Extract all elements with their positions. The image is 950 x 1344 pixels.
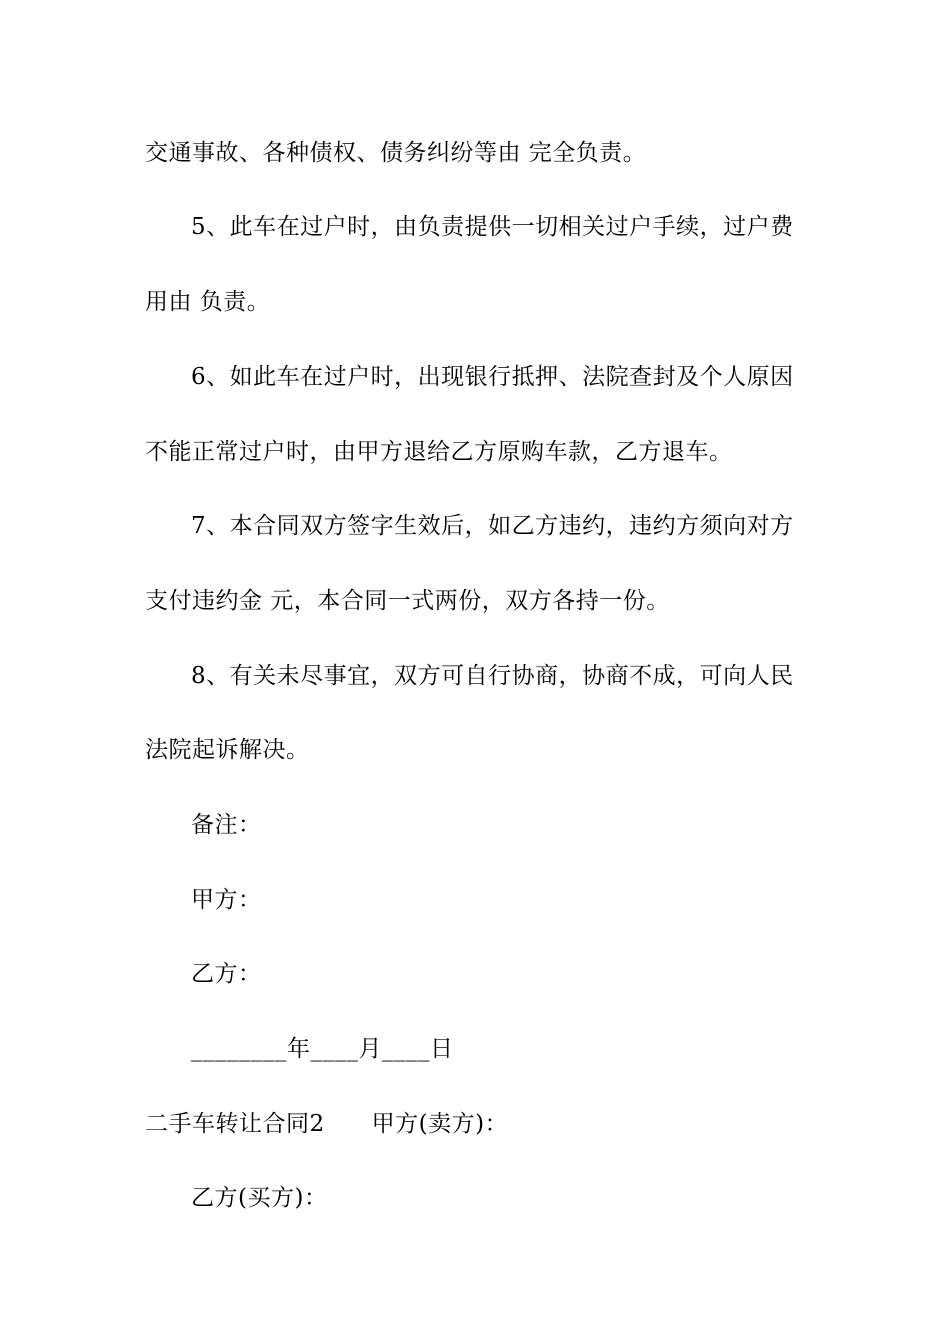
clause-7-line-2: 支付违约金 元，本合同一式两份，双方各持一份。 — [145, 588, 670, 614]
text-line-1: 交通事故、各种债权、债务纠纷等由 完全负责。 — [145, 140, 647, 166]
clause-5-line-2: 用由 负责。 — [145, 289, 271, 315]
clause-5-line-1: 5、此车在过户时，由负责提供一切相关过户手续，过户费 — [191, 214, 794, 240]
date-line: ________年____月____日 — [191, 1036, 454, 1062]
party-b-label: 乙方： — [191, 961, 262, 987]
clause-6-line-2: 不能正常过户时，由甲方退给乙方原购车款，乙方退车。 — [145, 439, 733, 465]
remarks-label: 备注： — [191, 812, 262, 838]
clause-8-line-2: 法院起诉解决。 — [145, 737, 310, 763]
party-a-label: 甲方： — [191, 887, 262, 913]
contract-2-title: 二手车转让合同2 甲方(卖方)： — [145, 1111, 509, 1137]
buyer-label: 乙方(买方)： — [191, 1185, 328, 1211]
clause-6-line-1: 6、如此车在过户时，出现银行抵押、法院查封及个人原因 — [191, 364, 794, 390]
clause-8-line-1: 8、有关未尽事宜，双方可自行协商，协商不成，可向人民 — [191, 663, 794, 689]
clause-7-line-1: 7、本合同双方签字生效后，如乙方违约，违约方须向对方 — [191, 513, 794, 539]
